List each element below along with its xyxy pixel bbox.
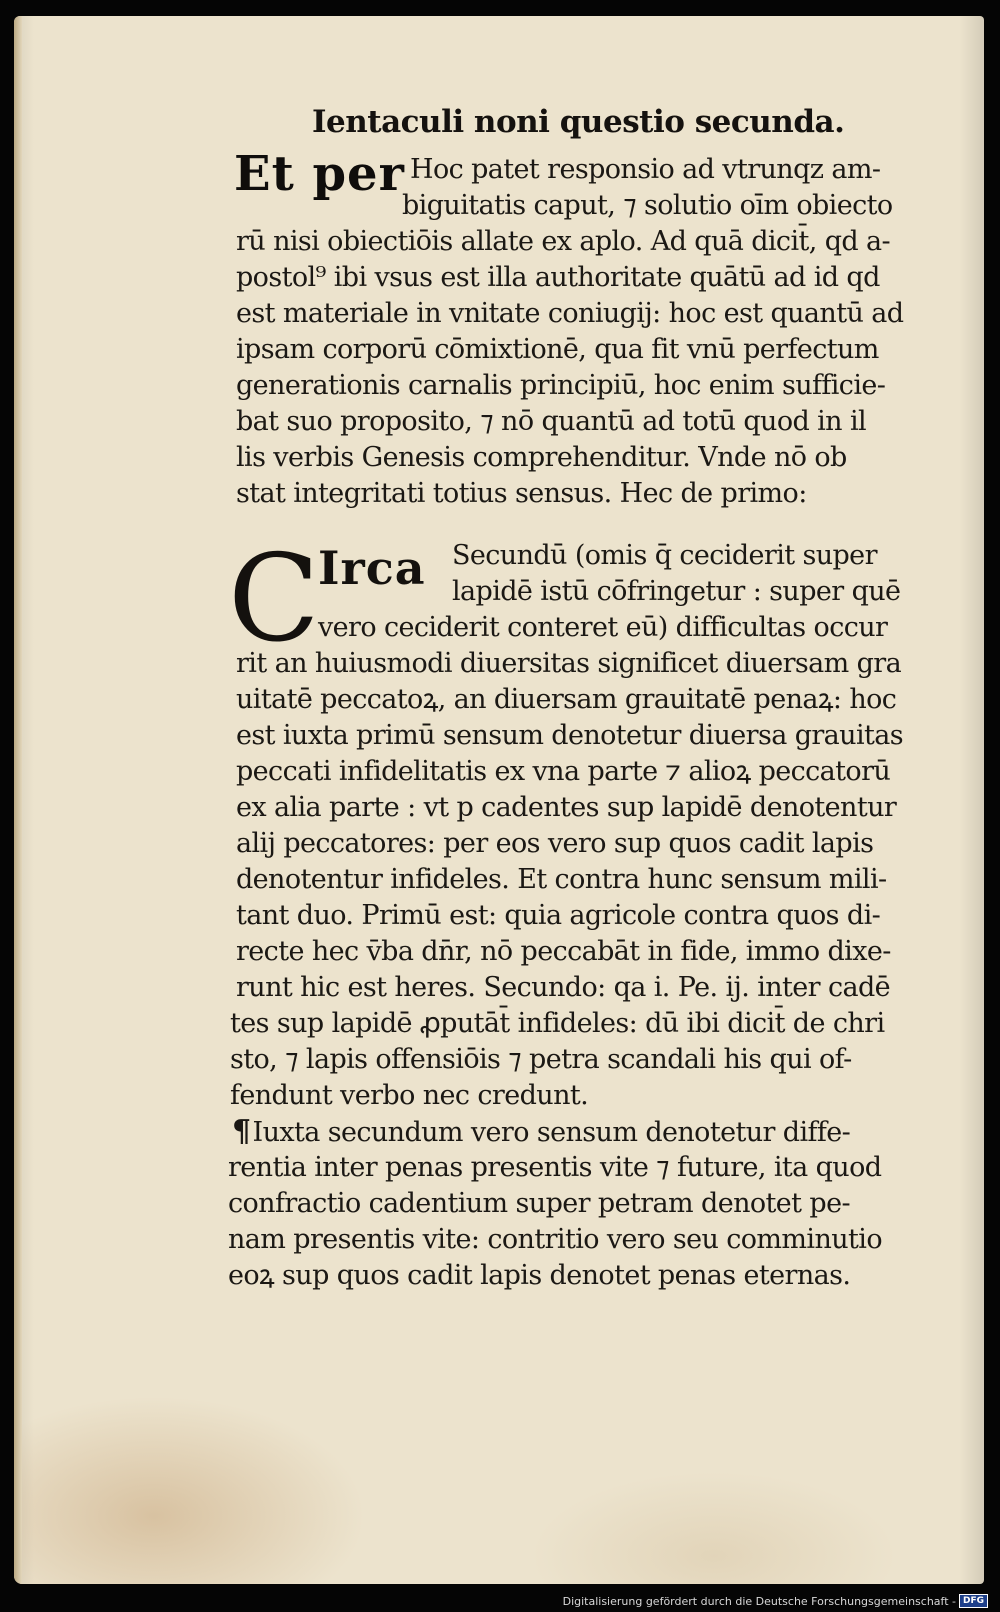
text-line: vero ceciderit conteret eū) difficultas occur [318, 612, 888, 643]
initial-irca: Irca [318, 541, 426, 595]
text-line: nam presentis vite: contritio vero seu comminutio [228, 1224, 882, 1255]
footer-text: Digitalisierung gefördert durch die Deutsche Forschungsgemeinschaft - [562, 1594, 956, 1608]
text-line: ex alia parte : vt p cadentes sup lapidē denotentur [236, 792, 897, 823]
text-line-content: Iuxta secundum vero sensum denotetur diffe- [252, 1117, 851, 1148]
text-line: tes sup lapidē ꝓputāt̄ infideles: dū ibi dicit̄ de chri [230, 1008, 885, 1039]
text-line: peccati infidelitatis ex vna parte ⁊ alioꝝ peccatorū [236, 756, 891, 787]
page-edge [14, 16, 22, 1584]
text-line: uitatē peccatoꝝ, an diuersam grauitatē penaꝝ: hoc [236, 684, 897, 715]
text-line: alij peccatores: per eos vero sup quos cadit lapis [236, 828, 874, 859]
text-line: lis verbis Genesis comprehenditur. Vnde nō ob [236, 442, 847, 473]
text-line: runt hic est heres. Secundo: qa i. Pe. ij. inter cadē [236, 972, 891, 1003]
text-line: tant duo. Primū est: quia agricole contra quos di- [236, 900, 881, 931]
text-line: ipsam corporū cōmixtionē, qua fit vnū perfectum [236, 334, 879, 365]
text-line: lapidē istū cōfringetur : super quē [452, 576, 901, 607]
text-line: rentia inter penas presentis vite ⁊ future, ita quod [228, 1152, 882, 1183]
text-line: est iuxta primū sensum denotetur diuersa grauitas [236, 720, 904, 751]
text-line: postol⁹ ibi vsus est illa authoritate quātū ad id qd [236, 262, 880, 293]
text-line: Secundū (omis q̄ ceciderit super [452, 540, 877, 571]
text-line: rit an huiusmodi diuersitas significet diuersam gra [236, 648, 902, 679]
text-line: rū nisi obiectiōis allate ex aplo. Ad quā dicit̄, qd a- [236, 226, 891, 257]
initial-et-per: Et per [234, 146, 405, 202]
paragraph-mark: ¶ [232, 1114, 251, 1149]
text-line [232, 1114, 850, 1150]
text-line: confractio cadentium super petram denotet pe- [228, 1188, 850, 1219]
text-line: Hoc patet responsio ad vtrunqz am- [410, 154, 881, 185]
text-line: denotentur infideles. Et contra hunc sensum mili- [236, 864, 887, 895]
text-line: sto, ⁊ lapis offensiōis ⁊ petra scandali his qui of- [230, 1044, 852, 1075]
digitization-credit [563, 1594, 988, 1608]
dfg-logo: DFG [959, 1594, 988, 1608]
running-head: Ientaculi noni questio secunda. [312, 104, 845, 140]
text-line: est materiale in vnitate coniugij: hoc est quantū ad [236, 298, 904, 329]
text-line: recte hec v̄ba dn̄r, nō peccabāt in fide, immo dixe- [236, 936, 891, 967]
text-line: biguitatis caput, ⁊ solutio oīm obiecto [402, 190, 893, 221]
text-line: stat integritati totius sensus. Hec de primo: [236, 478, 807, 509]
initial-c: C [228, 530, 320, 669]
text-line: bat suo proposito, ⁊ nō quantū ad totū quod in il [236, 406, 867, 437]
text-line: generationis carnalis principiū, hoc enim sufficie- [236, 370, 886, 401]
text-line: fendunt verbo nec credunt. [230, 1080, 589, 1111]
text-line: eoꝝ sup quos cadit lapis denotet penas eternas. [228, 1260, 851, 1291]
